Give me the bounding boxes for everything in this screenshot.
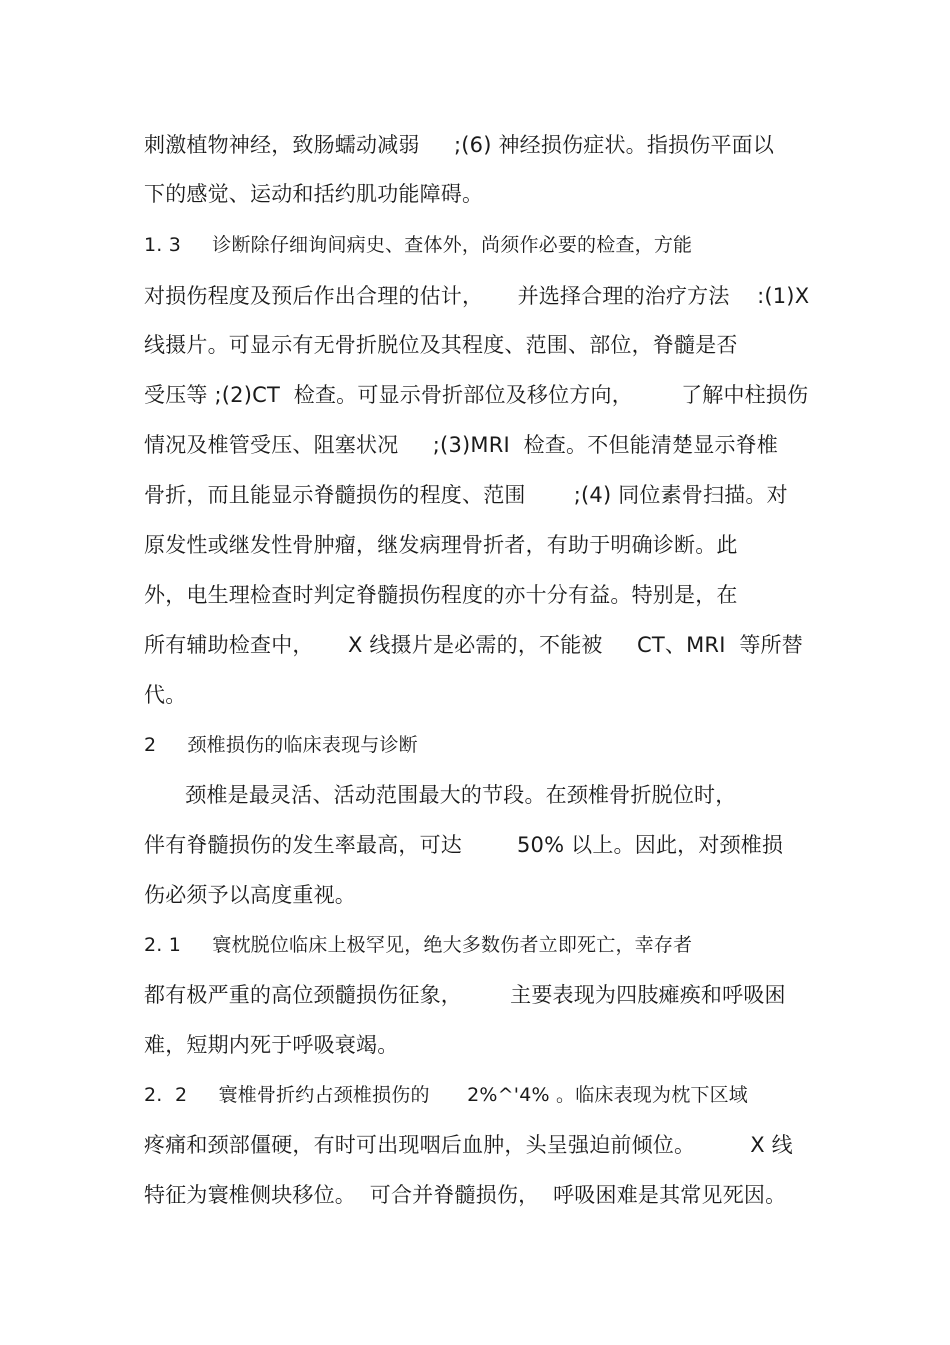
text-line: 伤必须予以高度重视。 [144, 883, 356, 907]
text-line: 情况及椎管受压、阻塞状况 ;(3)MRI 检查。不但能清楚显示脊椎 [144, 433, 779, 457]
text-line: 下的感觉、运动和括约肌功能障碍。 [144, 182, 484, 206]
text-line: 颈椎是最灵活、活动范围最大的节段。在颈椎骨折脱位时， [144, 783, 737, 807]
section-paragraph-1-3: 1. 3 诊断除仔细询间病史、查体外，尚须作必要的检查，方能 [144, 234, 693, 256]
text-line: 疼痛和颈部僵硬，有时可出现咽后血肿，头呈强迫前倾位。 X 线 [144, 1133, 793, 1157]
text-line: 难，短期内死于呼吸衰竭。 [144, 1033, 399, 1057]
text-line: 刺激植物神经，致肠蠕动减弱 ;(6) 神经损伤症状。指损伤平面以 [144, 133, 775, 157]
text-line: 骨折，而且能显示脊髓损伤的程度、范围 ;(4) 同位素骨扫描。对 [144, 483, 788, 507]
text-line: 都有极严重的高位颈髓损伤征象， 主要表现为四肢瘫痪和呼吸困 [144, 983, 786, 1007]
section-heading-2: 2 颈椎损伤的临床表现与诊断 [144, 734, 418, 756]
text-line: 特征为寰椎侧块移位。 可合并脊髓损伤， 呼吸困难是其常见死因。 [144, 1183, 787, 1207]
text-line: 代。 [144, 683, 187, 707]
text-line: 线摄片。可显示有无骨折脱位及其程度、范围、部位，脊髓是否 [144, 333, 738, 357]
text-line: 外，电生理检查时判定脊髓损伤程度的亦十分有益。特别是，在 [144, 583, 738, 607]
text-line: 对损伤程度及预后作出合理的估计， 并选择合理的治疗方法 :(1)X [144, 284, 810, 308]
section-paragraph-2-2: 2. 2 寰椎骨折约占颈椎损伤的 2%^'4% 。临床表现为枕下区域 [144, 1084, 748, 1106]
text-line: 原发性或继发性骨肿瘤，继发病理骨折者，有助于明确诊断。此 [144, 533, 738, 557]
text-line: 所有辅助检查中， X 线摄片是必需的，不能被 CT、MRI 等所替 [144, 633, 803, 657]
text-line: 受压等 ;(2)CT 检查。可显示骨折部位及移位方向， 了解中柱损伤 [144, 383, 809, 407]
text-line: 伴有脊髓损伤的发生率最高，可达 50% 以上。因此，对颈椎损 [144, 833, 784, 857]
section-paragraph-2-1: 2. 1 寰枕脱位临床上极罕见，绝大多数伤者立即死亡，幸存者 [144, 934, 693, 956]
